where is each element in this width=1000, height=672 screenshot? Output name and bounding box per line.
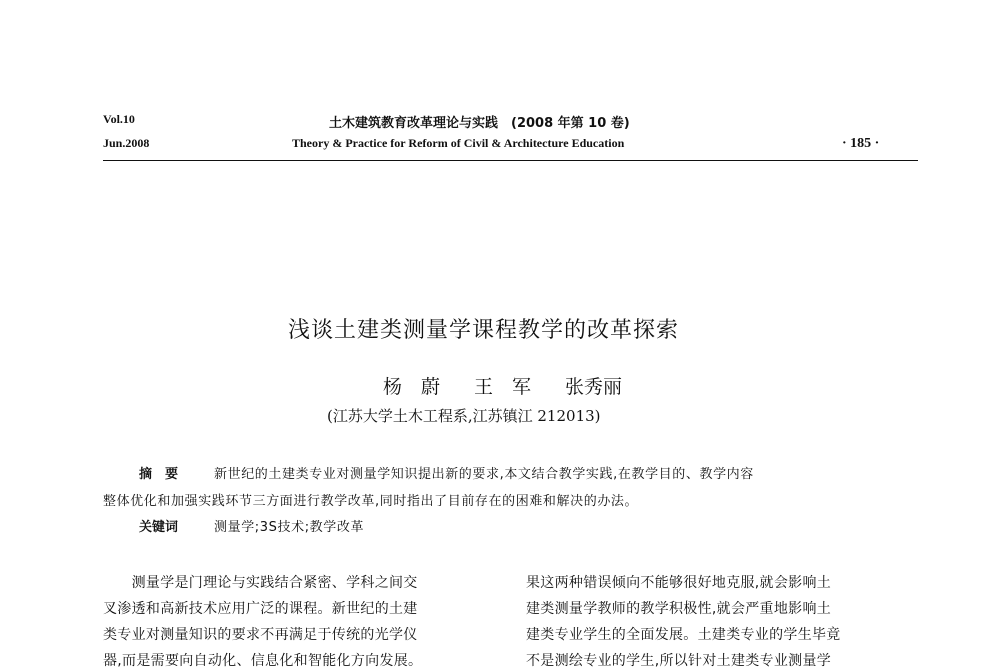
page-number: · 185 · — [842, 136, 880, 151]
article-title: 浅谈土建类测量学课程教学的改革探索 — [288, 318, 680, 343]
abstract-label: 摘 要 — [139, 467, 179, 482]
body-line-right: 不是测绘专业的学生,所以针对土建类专业测量学 — [526, 653, 832, 669]
body-line-left: 类专业对测量知识的要求不再满足于传统的光学仪 — [103, 627, 418, 643]
body-line-right: 果这两种错误倾向不能够很好地克服,就会影响土 — [526, 575, 832, 591]
body-line-left: 器,而是需要向自动化、信息化和智能化方向发展。 — [103, 653, 423, 669]
author-name: 杨 蔚 — [383, 376, 441, 398]
affiliation: (江苏大学土木工程系,江苏镇江 212013) — [327, 407, 601, 425]
body-line-left: 测量学是门理论与实践结合紧密、学科之间交 — [103, 575, 418, 591]
author-list — [383, 372, 622, 399]
abstract-line: 整体优化和加强实践环节三方面进行教学改革,同时指出了目前存在的困难和解决的办法。 — [103, 494, 639, 509]
body-line-right: 建类测量学教师的教学积极性,就会严重地影响土 — [526, 601, 832, 617]
issue-date: Jun.2008 — [103, 136, 150, 150]
body-line-right: 建类专业学生的全面发展。土建类专业的学生毕竟 — [526, 627, 841, 643]
abstract-line: 新世纪的土建类专业对测量学知识提出新的要求,本文结合教学实践,在教学目的、教学内容 — [214, 467, 754, 482]
body-line-left: 叉渗透和高新技术应用广泛的课程。新世纪的土建 — [103, 601, 418, 617]
author-name: 王 军 — [474, 376, 532, 398]
keywords-label: 关键词 — [139, 520, 179, 535]
keywords: 测量学;3S技术;教学改革 — [214, 520, 365, 535]
journal-title-en: Theory & Practice for Reform of Civil & Architecture Education — [292, 136, 625, 150]
volume-label: Vol.10 — [103, 112, 135, 126]
author-name: 张秀丽 — [565, 376, 623, 398]
journal-title-cn: 土木建筑教育改革理论与实践 (2008 年第 10 卷) — [329, 116, 630, 131]
header-rule — [103, 160, 918, 161]
